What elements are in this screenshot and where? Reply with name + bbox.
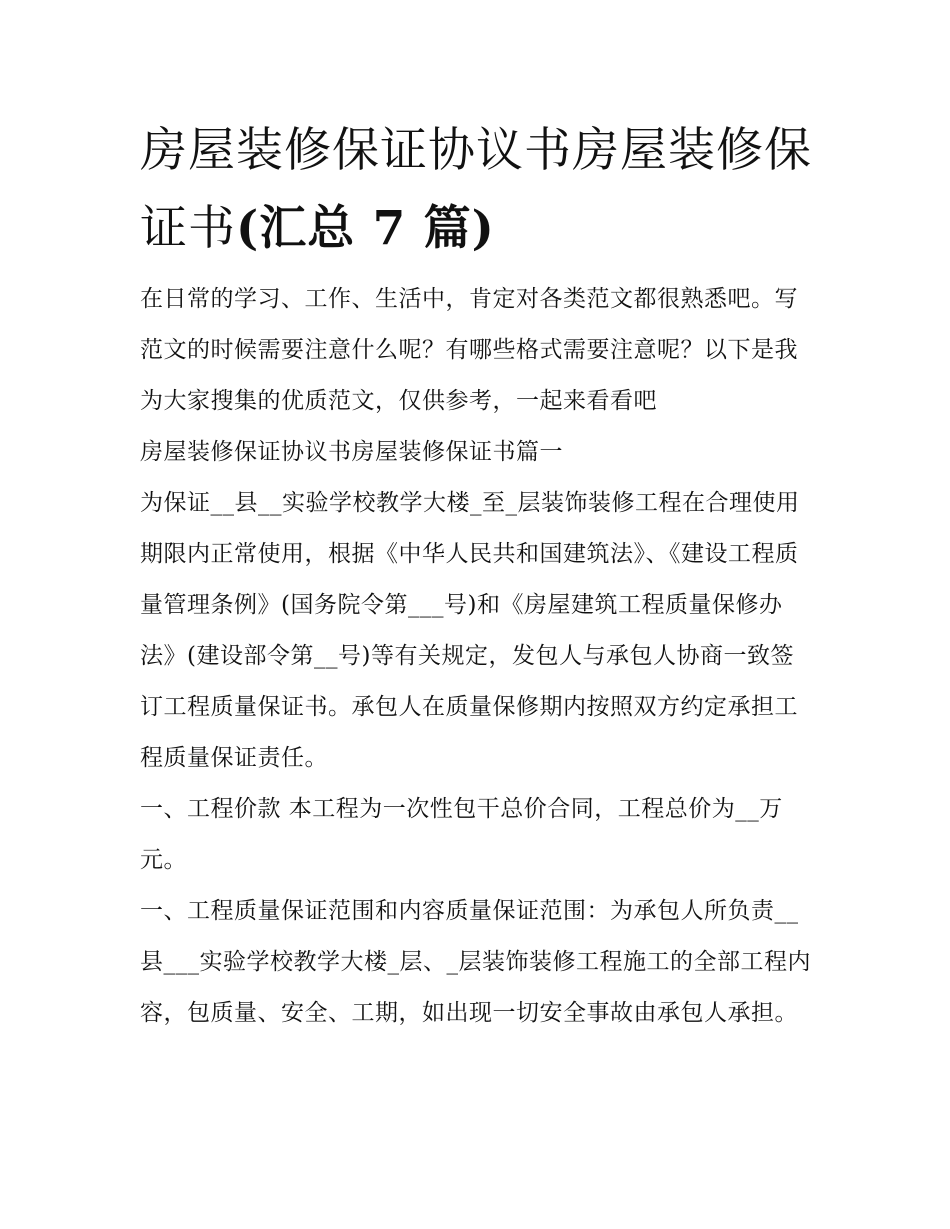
document-page	[140, 112, 812, 1039]
intro-paragraph: 在日常的学习、工作、生活中，肯定对各类范文都很熟悉吧。写范文的时候需要注意什么呢？有哪些格式需要注意呢？以下是我为大家搜集的优质范文，仅供参考，一起来看看吧	[140, 286, 798, 414]
clause-scope-paragraph: 一、工程质量保证范围和内容质量保证范围：为承包人所负责__县___实验学校教学大楼_层、_层装饰装修工程施工的全部工程内容，包质量、安全、工期，如出现一切安全事故由承包人承担。	[140, 898, 811, 1026]
clause-price-paragraph: 一、工程价款 本工程为一次性包干总价合同，工程总价为__万元。	[140, 796, 783, 873]
document-title-main: 房屋装修保证协议书房屋装修保证书	[140, 123, 812, 256]
section-heading: 房屋装修保证协议书房屋装修保证书篇一	[140, 439, 563, 465]
document-title-suffix: (汇总 7 篇)	[236, 201, 495, 256]
body-paragraph: 为保证__县__实验学校教学大楼_至_层装饰装修工程在合理使用期限内正常使用，根据《中华人民共和国建筑法》、《建设工程质量管理条例》(国务院令第___号)和《房屋建筑工程质量保修办法》(建设部令第__号)等有关规定，发包人与承包人协商一致签订工程质量保证书。承包人在质量保修期内按照双方约定承担工程质量保证责任。	[140, 490, 800, 771]
document-title	[140, 112, 812, 268]
